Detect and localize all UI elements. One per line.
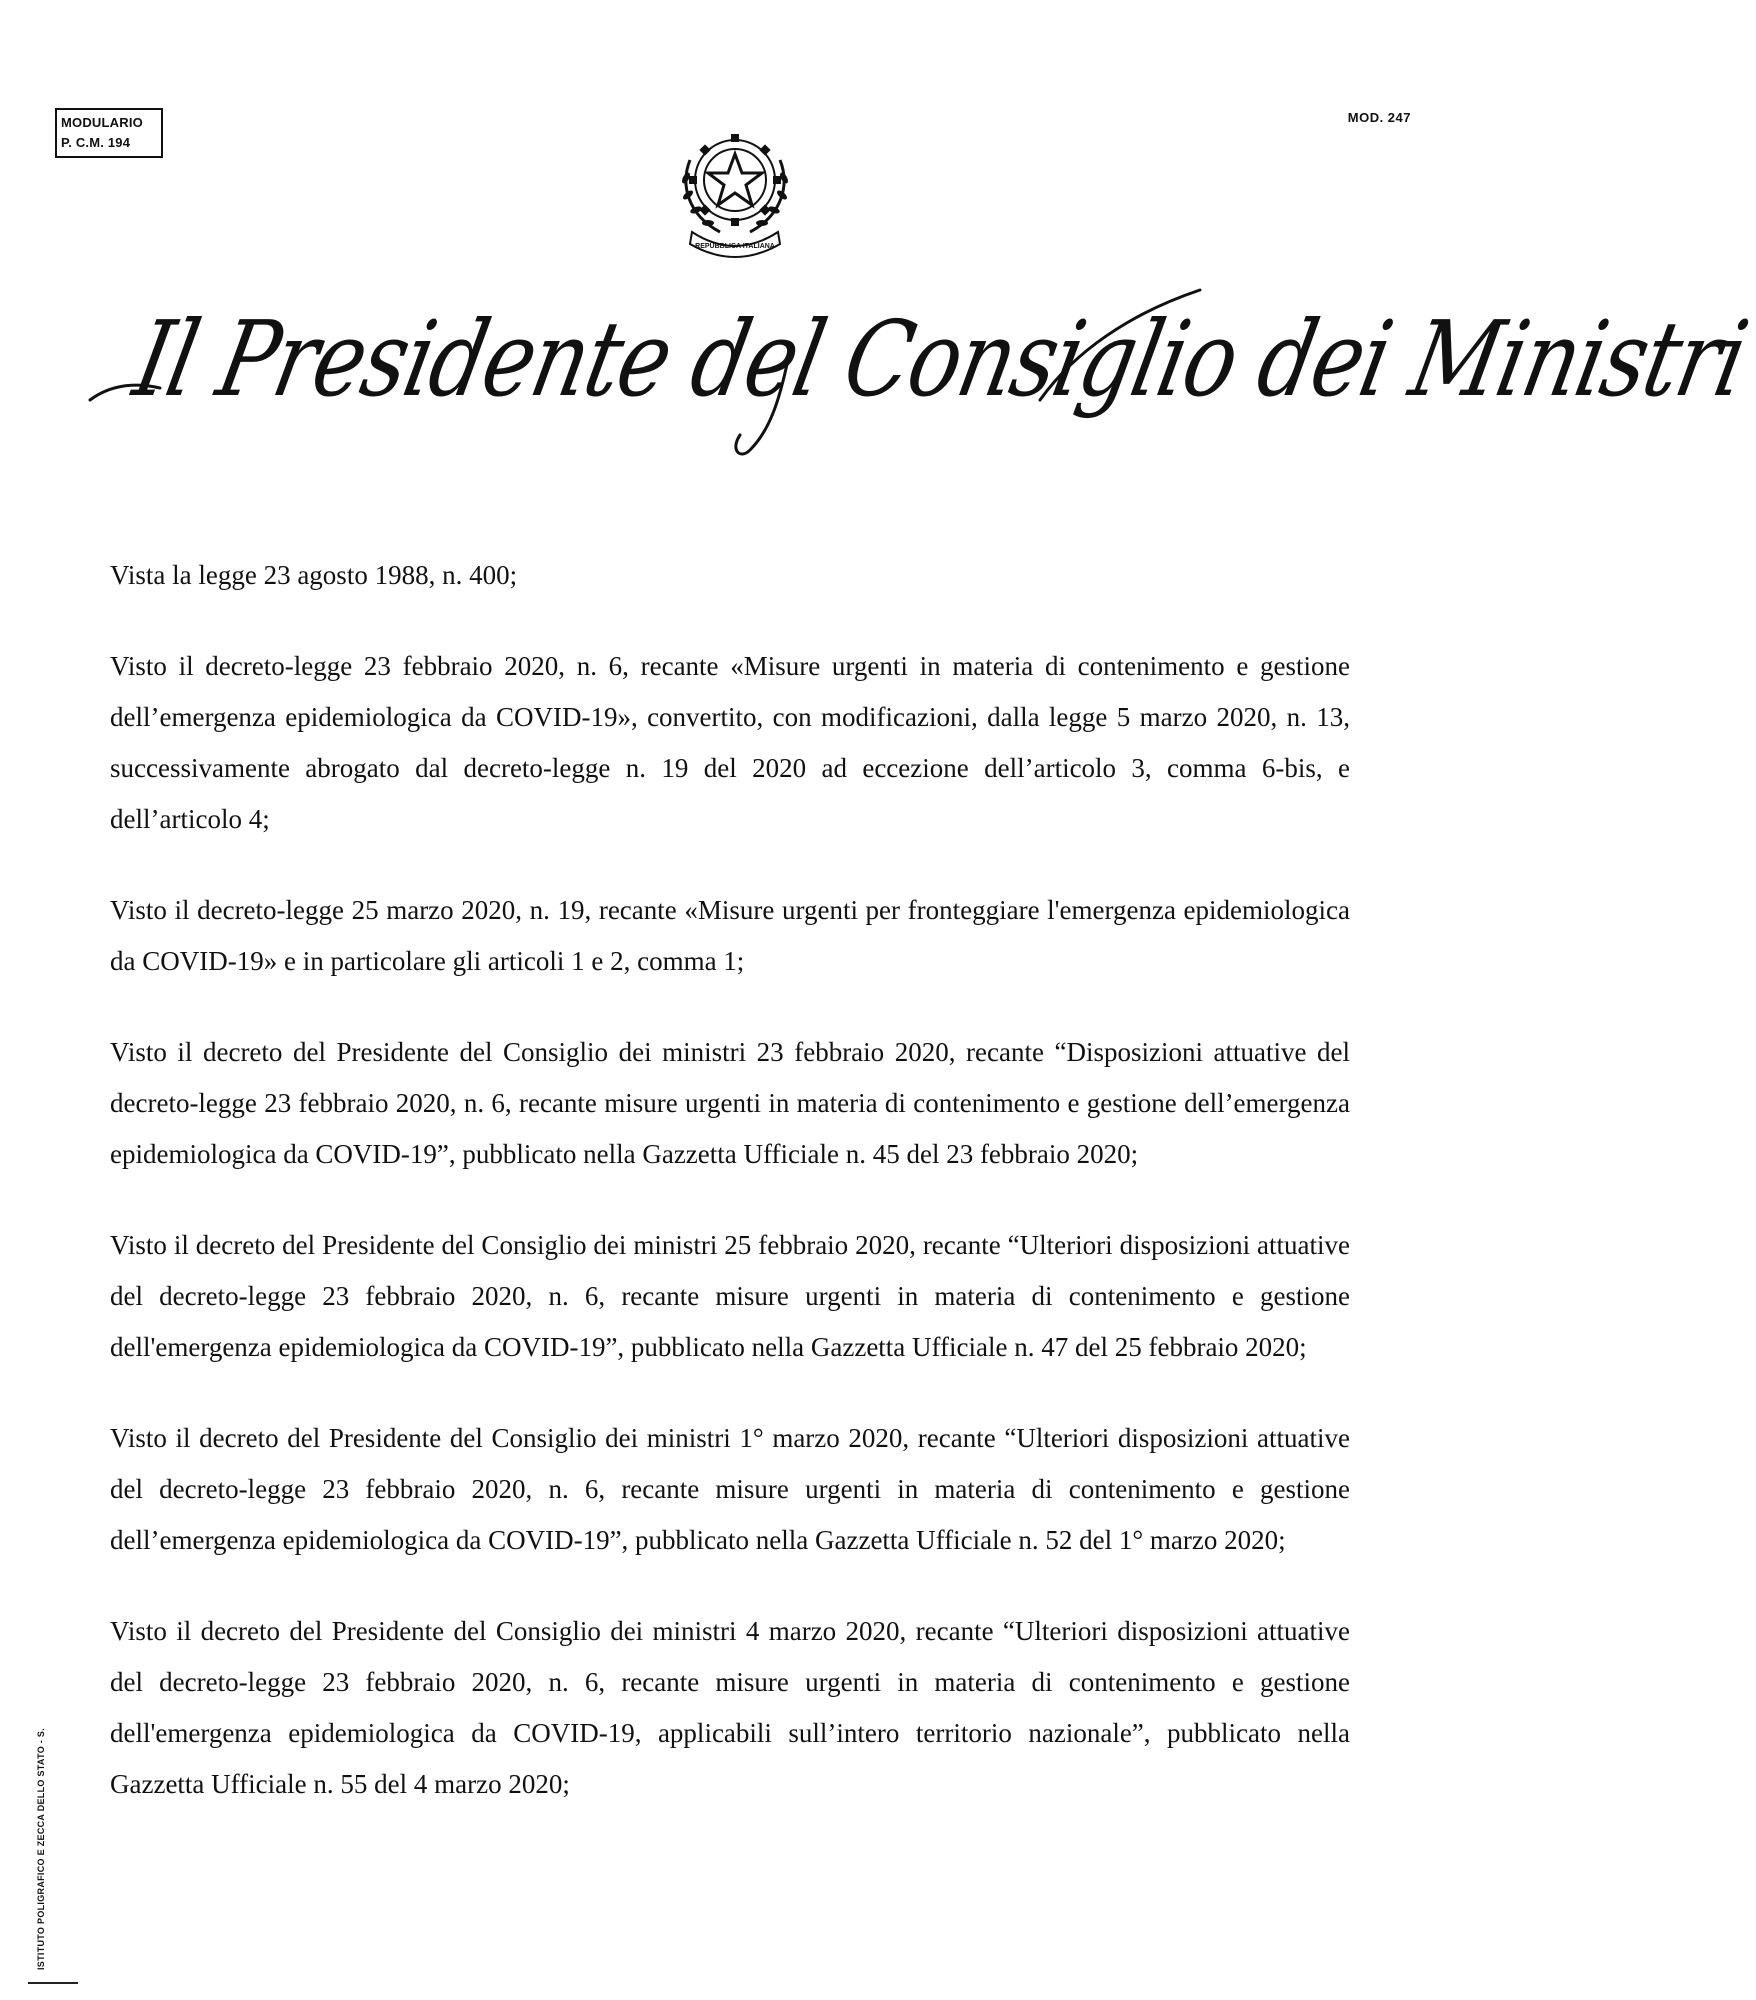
paragraph: Visto il decreto del Presidente del Consiglio dei ministri 25 febbraio 2020, recante “Ulteriori disposizioni attuative del decreto-legge 23 febbraio 2020, n. 6, recante misure urgenti in materia di contenimento e gestione dell'emergenza epidemiologica da COVID-19”, pubblicato nella Gazzetta Ufficiale n. 47 del 25 febbraio 2020;	[110, 1230, 1350, 1362]
paragraph: Visto il decreto-legge 25 marzo 2020, n. 19, recante «Misure urgenti per fronteggiare l'emergenza epidemiologica da COVID-19» e in particolare gli articoli 1 e 2, comma 1;	[110, 895, 1350, 976]
italian-emblem	[670, 120, 800, 265]
modulario-box	[55, 108, 163, 158]
emblem-motto: REPUBBLICA ITALIANA	[695, 243, 775, 250]
bottom-divider	[28, 1982, 78, 1984]
paragraph: Vista la legge 23 agosto 1988, n. 400;	[110, 560, 518, 590]
page-title: Il Presidente del Consiglio dei Ministri	[125, 298, 1756, 420]
printer-imprint	[36, 1590, 50, 1970]
paragraph: Visto il decreto del Presidente del Consiglio dei ministri 1° marzo 2020, recante “Ulteriori disposizioni attuative del decreto-legge 23 febbraio 2020, n. 6, recante misure urgenti in materia di contenimento e gestione dell’emergenza epidemiologica da COVID-19”, pubblicato nella Gazzetta Ufficiale n. 52 del 1° marzo 2020;	[110, 1423, 1350, 1555]
paragraph: Visto il decreto-legge 23 febbraio 2020, n. 6, recante «Misure urgenti in materia di contenimento e gestione dell’emergenza epidemiologica da COVID-19», convertito, con modificazioni, dalla legge 5 marzo 2020, n. 13, successivamente abrogato dal decreto-legge n. 19 del 2020 ad eccezione dell’articolo 3, comma 6-bis, e dell’articolo 4;	[110, 651, 1350, 834]
paragraph: Visto il decreto del Presidente del Consiglio dei ministri 23 febbraio 2020, recante “Disposizioni attuative del decreto-legge 23 febbraio 2020, n. 6, recante misure urgenti in materia di contenimento e gestione dell’emergenza epidemiologica da COVID-19”, pubblicato nella Gazzetta Ufficiale n. 45 del 23 febbraio 2020;	[110, 1037, 1350, 1169]
document-body	[110, 550, 1350, 1850]
letterhead-title	[90, 290, 1756, 460]
modulario-code: P. C.M. 194	[61, 135, 131, 150]
modulario-label: MODULARIO	[61, 115, 143, 130]
paragraph: Visto il decreto del Presidente del Consiglio dei ministri 4 marzo 2020, recante “Ulteriori disposizioni attuative del decreto-legge 23 febbraio 2020, n. 6, recante misure urgenti in materia di contenimento e gestione dell'emergenza epidemiologica da COVID-19, applicabili sull’intero territorio nazionale”, pubblicato nella Gazzetta Ufficiale n. 55 del 4 marzo 2020;	[110, 1616, 1350, 1799]
form-code: MOD. 247	[1347, 110, 1411, 125]
printer-imprint-text: ISTITUTO POLIGRAFICO E ZECCA DELLO STATO - S.	[36, 1727, 46, 1970]
emblem-icon	[670, 120, 800, 265]
